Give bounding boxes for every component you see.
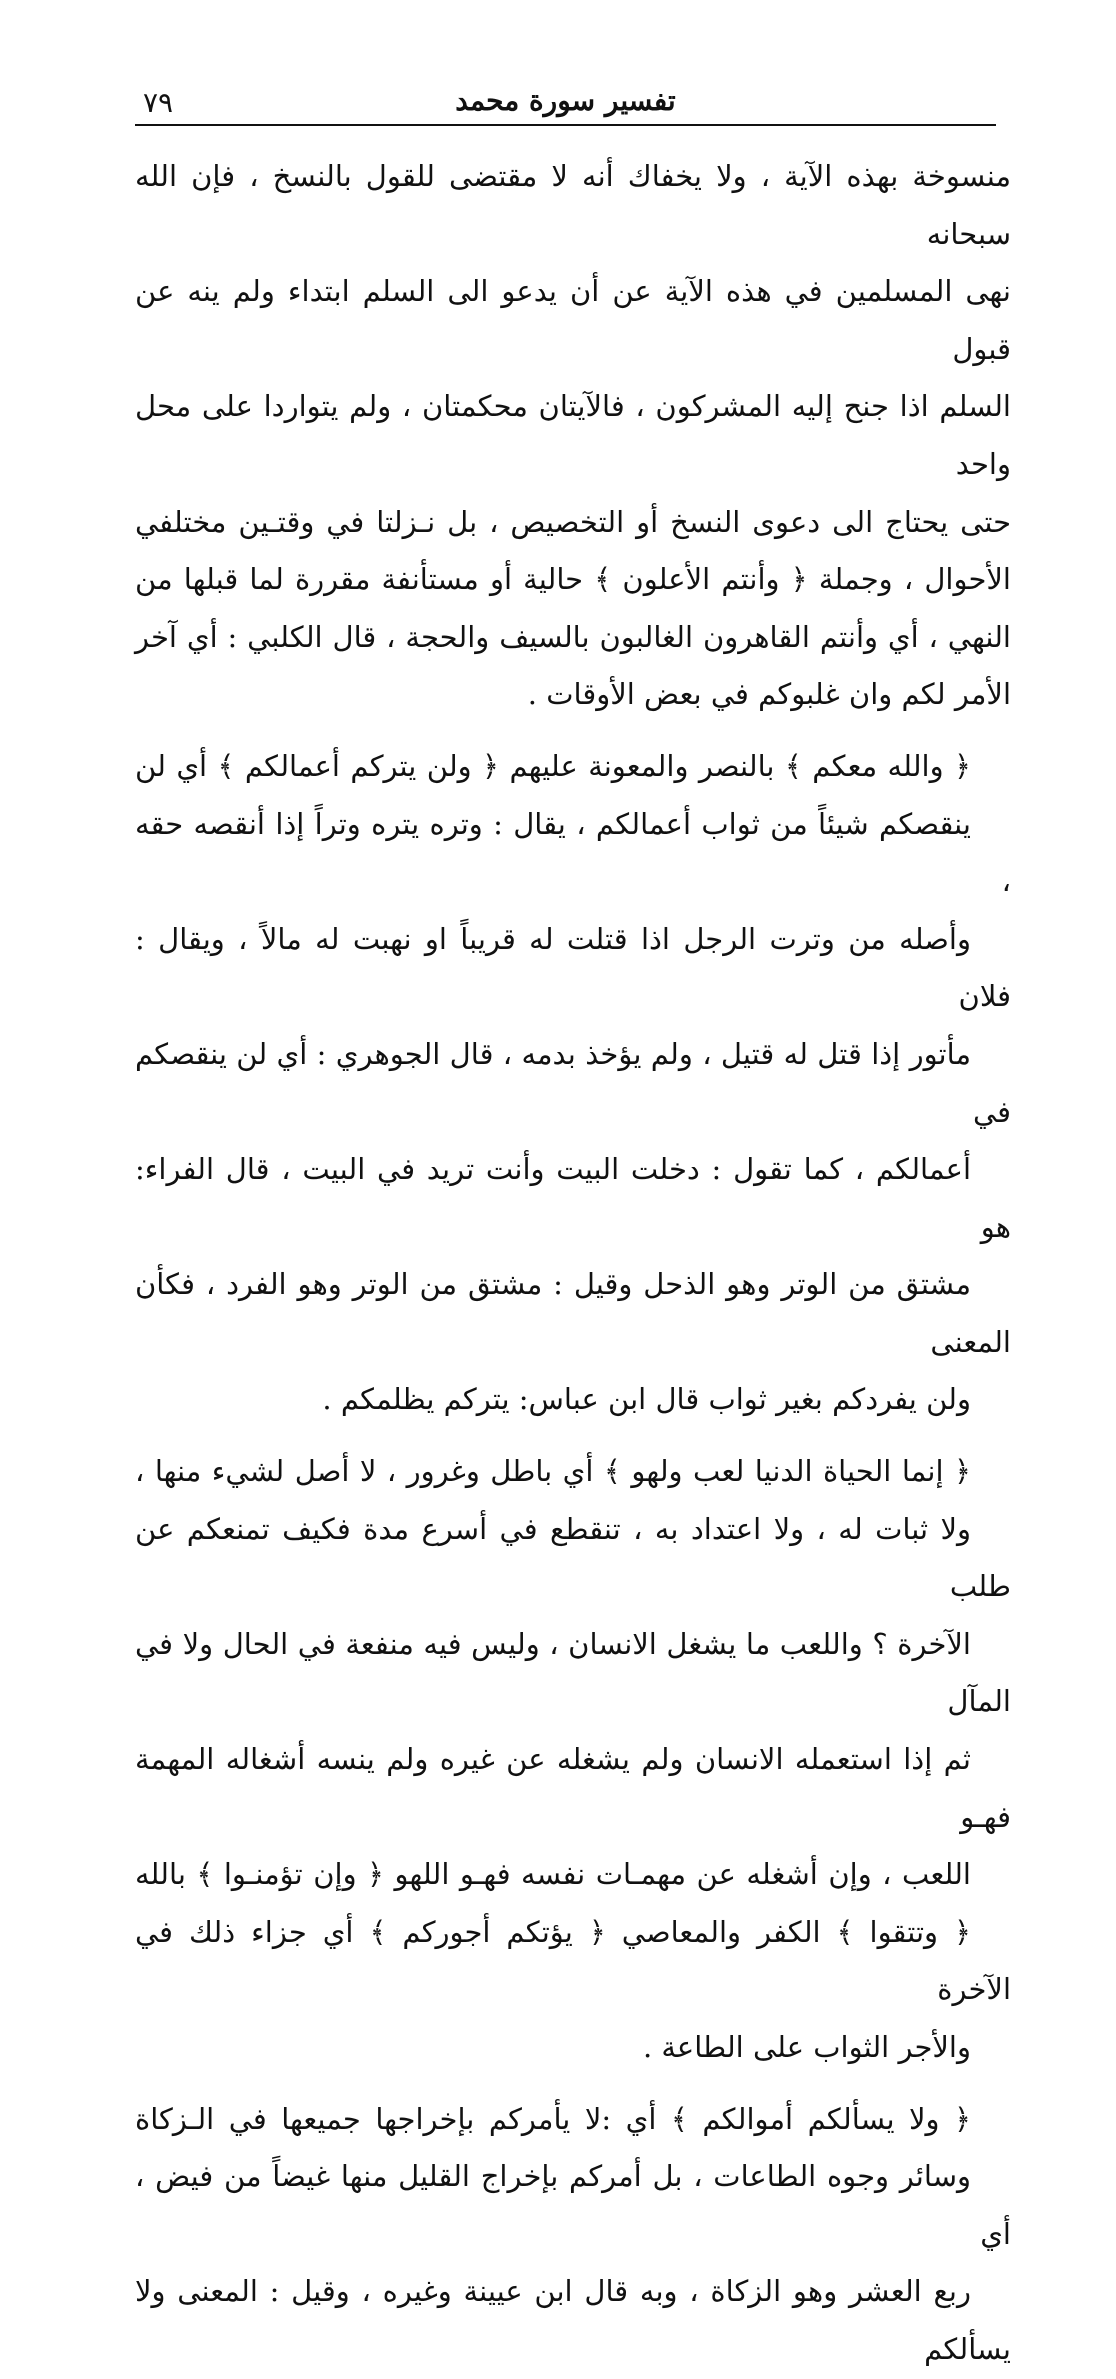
text-line: ربع العشر وهو الزكاة ، وبه قال ابن عيينة وغيره ، وقيل : المعنى ولا يسألكم bbox=[135, 2274, 1011, 2366]
text-line: مشتق من الوتر وهو الذحل وقيل : مشتق من الوتر وهو الفرد ، فكأن المعنى bbox=[135, 1267, 1011, 1359]
text-line: السلم اذا جنح إليه المشركون ، فالآيتان محكمتان ، ولم يتواردا على محل واحد bbox=[135, 389, 1011, 481]
text-line: نهى المسلمين في هذه الآية عن أن يدعو الى السلم ابتداء ولم ينه عن قبول bbox=[135, 274, 1011, 366]
text-line: اللعب ، وإن أشغله عن مهمـات نفسه فهـو اللهو ﴿ وإن تؤمنـوا ﴾ بالله bbox=[135, 1857, 971, 1892]
text-line: مأتور إذا قتل له قتيل ، ولم يؤخذ بدمه ، قال الجوهري : أي لن ينقصكم في bbox=[135, 1036, 1011, 1129]
paragraph bbox=[135, 738, 1011, 1429]
text-line: الأحوال ، وجملة ﴿ وأنتم الأعلون ﴾ حالية أو مستأنفة مقررة لما قبلها من bbox=[135, 562, 1011, 597]
text-line: الأمر لكم وان غلبوكم في بعض الأوقات . bbox=[527, 677, 1011, 712]
text-line: والأجر الثواب على الطاعة . bbox=[642, 2030, 971, 2064]
text-line: ينقصكم شيئاً من ثواب أعمالكم ، يقال : وتره يتره وتراً إذا أنقصه حقه ، bbox=[135, 806, 1011, 899]
text-line: النهي ، أي وأنتم القاهرون الغالبون بالسيف والحجة ، قال الكلبي : أي آخر bbox=[135, 619, 1011, 654]
text-line: وأصله من وترت الرجل اذا قتلت له قريباً او نهبت له مالاً ، ويقال : فلان bbox=[135, 921, 1011, 1014]
body-text bbox=[135, 148, 1011, 2379]
text-line: ولن يفردكم بغير ثواب قال ابن عباس: يتركم يظلمكم . bbox=[322, 1382, 971, 1417]
text-line: حتى يحتاج الى دعوى النسخ أو التخصيص ، بل نـزلتا في وقتـين مختلفي bbox=[135, 504, 1011, 539]
paragraph bbox=[135, 1443, 1011, 2077]
text-line: ولا ثبات له ، ولا اعتداد به ، تنقطع في أسرع مدة فكيف تمنعكم عن طلب bbox=[135, 1511, 1011, 1604]
header-rule bbox=[135, 124, 996, 126]
text-line: ثم إذا استعمله الانسان ولم يشغله عن غيره ولم ينسه أشغاله المهمة فهـو bbox=[135, 1742, 1011, 1834]
text-line: وسائر وجوه الطاعات ، بل أمركم بإخراج القليل منها غيضاً من فيض ، أي bbox=[135, 2159, 1011, 2251]
page-number: ٧٩ bbox=[143, 86, 174, 119]
running-title: تفسير سورة محمد bbox=[455, 84, 676, 117]
text-line: ﴿ إنما الحياة الدنيا لعب ولهو ﴾ أي باطل وغرور ، لا أصل لشيء منها ، bbox=[135, 1454, 971, 1489]
text-line: منسوخة بهذه الآية ، ولا يخفاك أنه لا مقتضى للقول بالنسخ ، فإن الله سبحانه bbox=[135, 159, 1011, 251]
paragraph bbox=[135, 2091, 1011, 2379]
text-line: ﴿ ولا يسألكم أموالكم ﴾ أي :لا يأمركم بإخراجها جميعها في الـزكاة bbox=[135, 2101, 971, 2136]
text-line: الآخرة ؟ واللعب ما يشغل الانسان ، وليس فيه منفعة في الحال ولا في المآل bbox=[135, 1626, 1011, 1719]
text-line: ﴿ والله معكم ﴾ بالنصر والمعونة عليهم ﴿ ولن يتركم أعمالكم ﴾ أي لن bbox=[135, 748, 971, 783]
text-line: أعمالكم ، كما تقول : دخلت البيت وأنت تريد في البيت ، قال الفراء: هو bbox=[135, 1152, 1011, 1244]
page-header bbox=[135, 78, 996, 122]
paragraph bbox=[135, 148, 1011, 724]
text-line: ﴿ وتتقوا ﴾ الكفر والمعاصي ﴿ يؤتكم أجوركم ﴾ أي جزاء ذلك في الآخرة bbox=[135, 1914, 1011, 2007]
